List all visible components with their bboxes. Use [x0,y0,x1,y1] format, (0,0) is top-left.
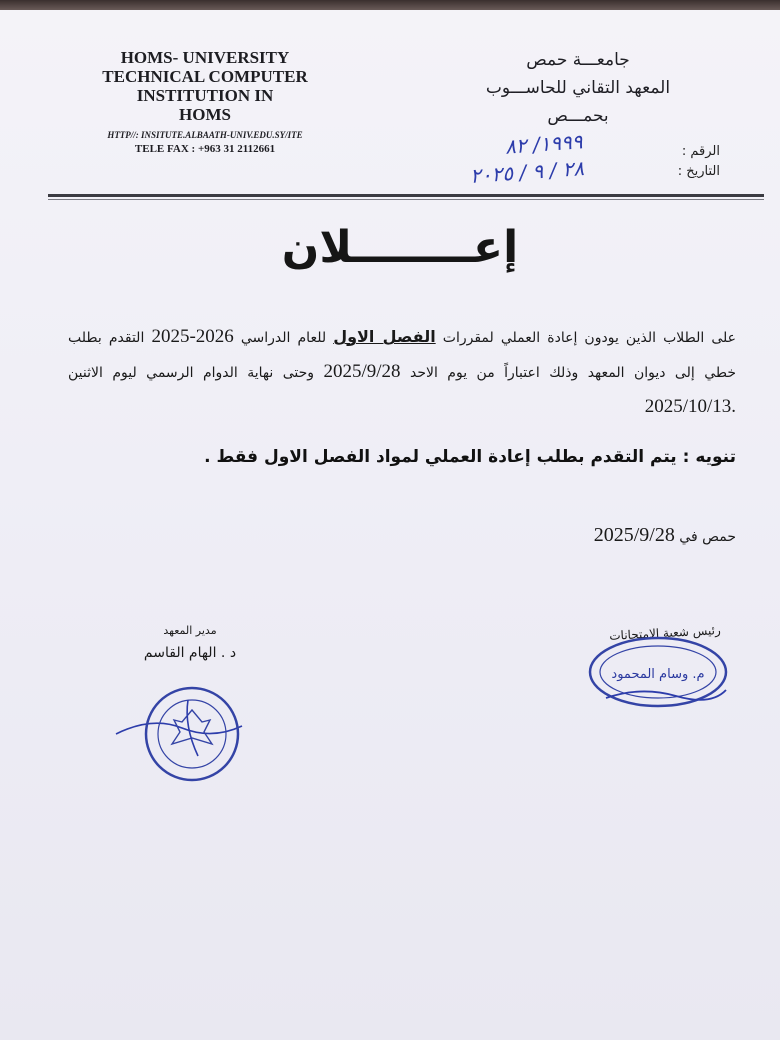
notice-line: تنويه : يتم التقدم بطلب إعادة العملي لمواد الفصل الاول فقط . [204,447,736,467]
exams-stamp-icon [586,628,731,713]
body-semester-highlight: الفصل الاول [333,327,436,346]
letterhead-url: HTTP//: INSITUTE.ALBAATH-UNIV.EDU.SY/ITE [107,130,303,140]
body-text-1: على الطلاب الذين يودون إعادة العملي لمقررات [442,330,736,346]
issue-dateline [594,524,736,547]
body-academic-year: 2025-2026 [151,326,234,347]
exams-head-role: رئيس شعبة الامتحانات [608,623,722,643]
header-divider [48,194,764,197]
reference-number-handwritten: ١٩٩٩/ ٨٢ [504,129,584,159]
institute-seal-icon [112,686,247,786]
english-letterhead [70,48,340,155]
stamp-name: م. وسام المحمود [611,667,705,682]
director-role: مدير المعهد [163,624,217,637]
body-text-3: التقدم بطلب خطي إلى ديوان المعهد وذلك اعتباراً من يوم الاحد [68,330,737,381]
issue-place-label: حمص في [679,529,736,545]
letterhead-ar-line-2: المعهد التقاني للحاســـوب [485,78,671,98]
letterhead-ar-line-1: جامعـــة حمص [526,50,630,70]
issue-date: 2025/9/28 [593,524,675,546]
date-handwritten: ٢٨ / ٩ / ٢٠٢٥ [469,156,585,188]
header-divider-thin [48,199,764,200]
reference-label: الرقم : [681,144,720,159]
letterhead-en-line-4: HOMS [179,105,231,124]
body-text-2: للعام الدراسي [240,330,327,346]
announcement-title: إعــــــــلان [281,222,519,273]
letterhead-fax: TELE FAX : +963 31 2112661 [134,143,276,155]
date-label: التاريخ : [677,164,720,179]
letterhead-en-line-1: HOMS- UNIVERSITY [120,48,290,67]
letterhead-en-line-2: TECHNICAL COMPUTER [102,67,308,86]
letterhead-ar-line-3: بحمـــص [547,106,609,126]
reference-block [678,142,720,182]
announcement-body [68,320,736,425]
arabic-letterhead [448,46,708,130]
director-name: د . الهام القاسم [143,645,237,661]
body-text-4: وحتى نهاية الدوام الرسمي ليوم الاثنين [68,365,315,381]
body-end-date: 2025/10/13. [644,396,736,417]
letterhead-en-line-3: INSTITUTION IN [136,86,274,105]
body-start-date: 2025/9/28 [323,361,401,382]
director-signature-block [120,624,260,661]
